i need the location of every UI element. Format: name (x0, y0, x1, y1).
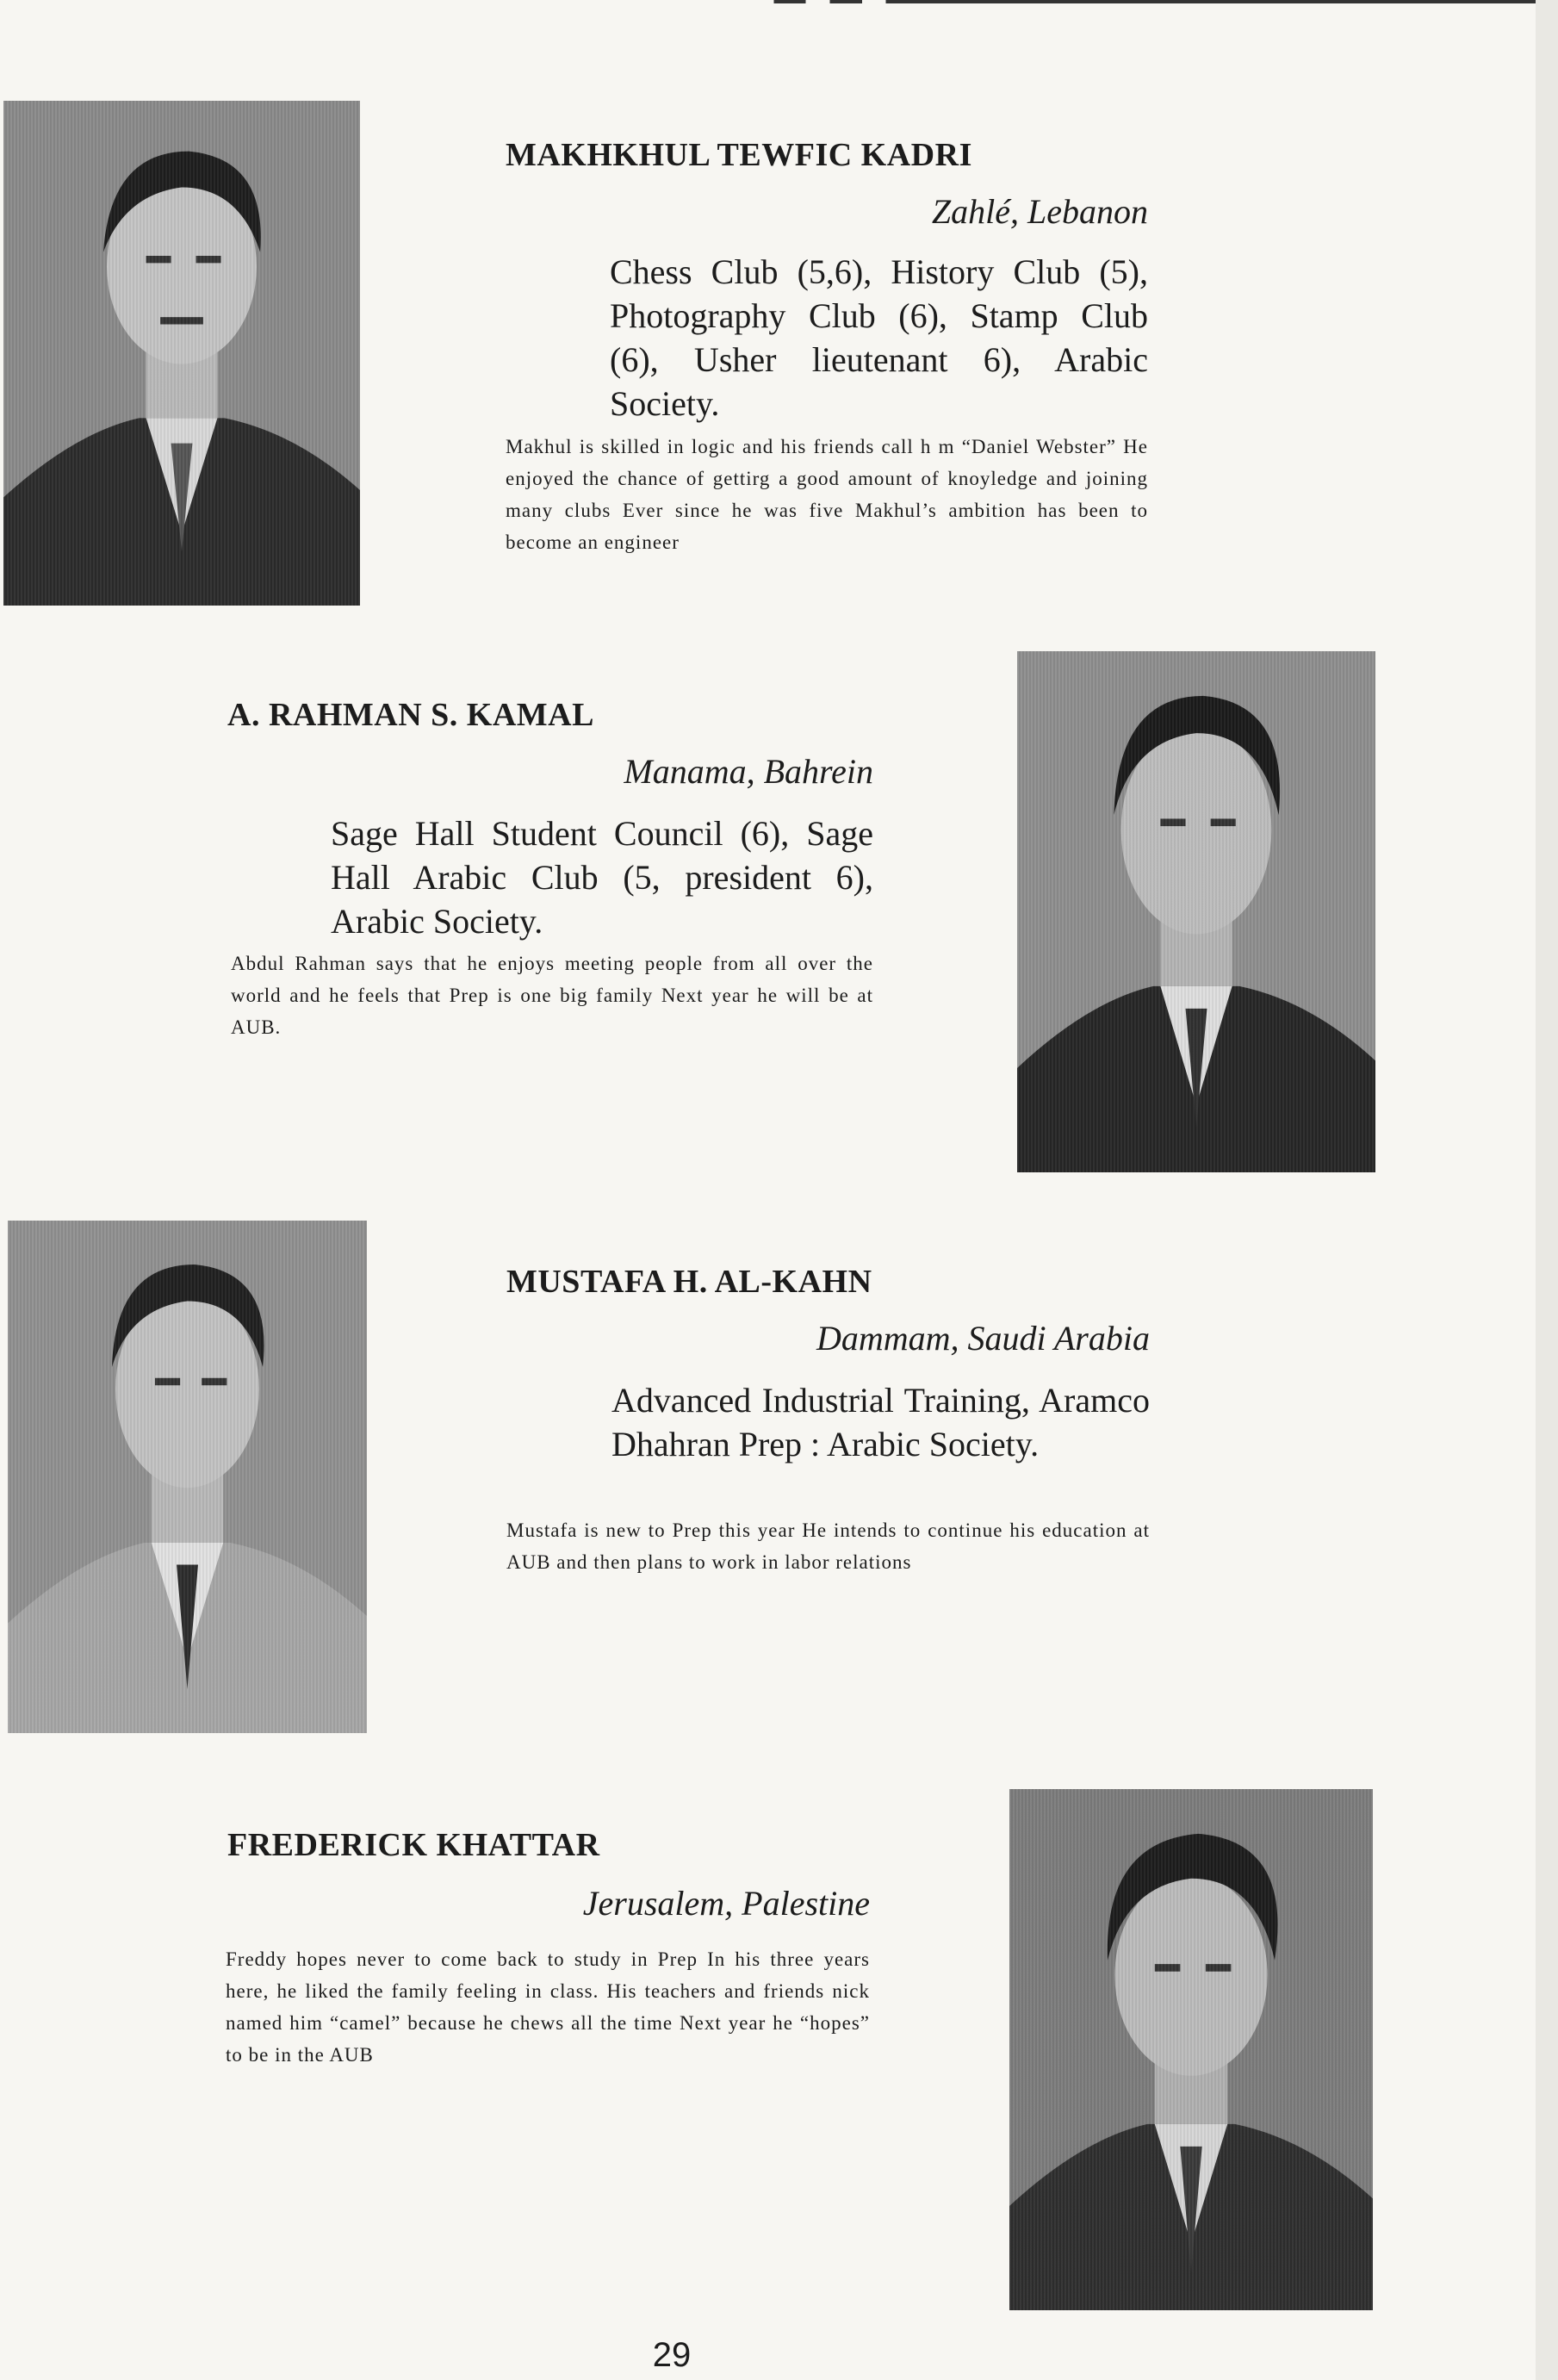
student-hometown: Zahlé, Lebanon (931, 192, 1148, 231)
page-number: 29 (652, 2336, 692, 2374)
student-hometown: Jerusalem, Palestine (582, 1884, 870, 1923)
student-bio: Freddy hopes never to come back to study in Prep In his three years here, he liked the family feeling in class. His teachers and friends nick named him “camel” because he chews all the time Next year he “hopes” to be in the AUB (226, 1948, 870, 2066)
page-top-rule (758, 0, 1558, 3)
student-bio: Mustafa is new to Prep this year He intends to continue his education at AUB and then plans to work in labor relations (506, 1519, 1150, 1573)
student-bio: Abdul Rahman says that he enjoys meeting people from all over the world and he feels that Prep is one big family Next year he will be at AUB. (231, 953, 873, 1038)
student-name: FREDERICK KHATTAR (227, 1827, 600, 1863)
student-hometown: Dammam, Saudi Arabia (816, 1319, 1150, 1358)
student-name: MUSTAFA H. AL-KAHN (506, 1264, 872, 1300)
student-activities: Sage Hall Student Council (6), Sage Hall Arabic Club (5, president 6), Arabic Society. (331, 814, 873, 941)
student-name: A. RAHMAN S. KAMAL (227, 697, 594, 733)
student-hometown: Manama, Bahrein (624, 752, 873, 791)
student-activities: Chess Club (5,6), History Club (5), Photography Club (6), Stamp Club (6), Usher lieutenant 6), Arabic Society. (610, 252, 1148, 423)
student-photo (8, 1221, 367, 1733)
student-activities: Advanced Industrial Training, Aramco Dhahran Prep : Arabic Society. (611, 1381, 1150, 1463)
student-photo (1009, 1789, 1373, 2310)
page-edge-shadow (1536, 0, 1558, 2380)
student-name: MAKHKHUL TEWFIC KADRI (506, 137, 972, 173)
student-photo (3, 101, 360, 606)
student-bio: Makhul is skilled in logic and his friends call h m “Daniel Webster” He enjoyed the chance of gettirg a good amount of knoyledge and joining many clubs Ever since he was five Makhul’s ambition has been to become an engineer (506, 436, 1148, 553)
student-photo (1017, 651, 1375, 1172)
